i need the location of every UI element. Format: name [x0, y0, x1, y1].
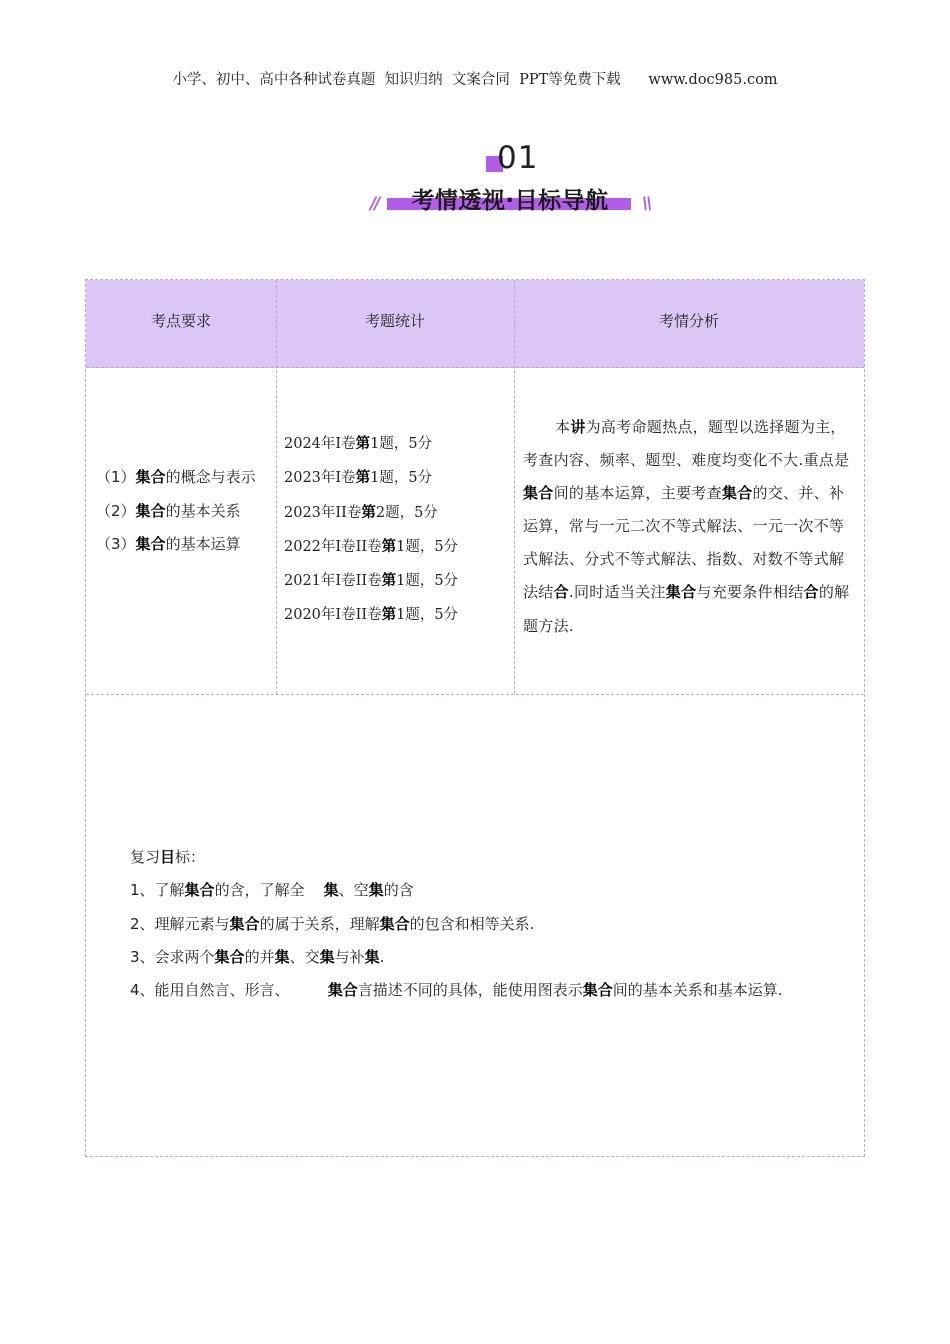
list-item: 2020年I卷II卷第1题，5分: [284, 606, 459, 624]
list-item: 2021年I卷II卷第1题，5分: [284, 572, 459, 590]
requirements-cell: [96, 461, 274, 562]
list-item: 2023年I卷第1题，5分: [284, 469, 433, 487]
list-item: （1）集合的概念与表示: [96, 468, 256, 486]
list-item: 3、会求两个集合的并集、交集与补集.: [130, 947, 385, 966]
list-item: 2022年I卷II卷第1题，5分: [284, 537, 459, 555]
list-item: （2）集合的基本关系: [96, 501, 241, 520]
list-item: 2、理解元素与集合的属于关系，理解集合的包含和相等关系.: [130, 914, 535, 933]
section-number: [486, 140, 546, 176]
statistics-cell: [284, 427, 514, 633]
list-item: 2024年I卷第1题，5分: [284, 435, 433, 452]
analysis-cell: 本讲为高考命题热点，题型以选择题为主，考查内容、频率、题型、难度均变化不大.重点是集合间的基本运算，主要考查集合的交、并、补运算，常与一元二次不等式解法、一元一次不等式解法、分式不等式解法、指数、对数不等式解法结合.同时适当关注集合与充要条件相结合的解题方法.: [523, 418, 850, 635]
list-item: （3）集合的基本运算: [96, 535, 241, 553]
exam-analysis-table: [85, 279, 865, 1157]
column-divider: [514, 280, 515, 694]
list-item: 2023年II卷第2题，5分: [284, 503, 438, 521]
left-slash-decoration: //: [370, 194, 379, 214]
header-requirements: 考点要求: [150, 312, 211, 330]
header-statistics: 考题统计: [364, 312, 425, 330]
page-header: 小学、初中、高中各种试卷真题 知识归纳 文案合同 PPT等免费下载 www.doc985.com: [172, 72, 778, 88]
section-title-text: 考情透视·目标导航: [411, 188, 609, 214]
list-item: 1、了解集合的含，了解全 集、空集的含: [130, 881, 414, 900]
list-item: 4、能用自然言、形言、 集合言描述不同的具体，能使用图表示集合间的基本关系和基本运算.: [130, 981, 783, 1000]
table-header-row: [86, 280, 864, 368]
column-divider: [276, 280, 277, 694]
header-analysis: 考情分析: [658, 312, 719, 330]
section-number-text: 01: [497, 140, 539, 176]
section-title: [360, 180, 660, 218]
row-divider: [86, 694, 864, 695]
right-slash-decoration: \\: [642, 194, 651, 214]
review-goals: [130, 841, 850, 1007]
goals-title: 复习目标：: [130, 848, 206, 866]
